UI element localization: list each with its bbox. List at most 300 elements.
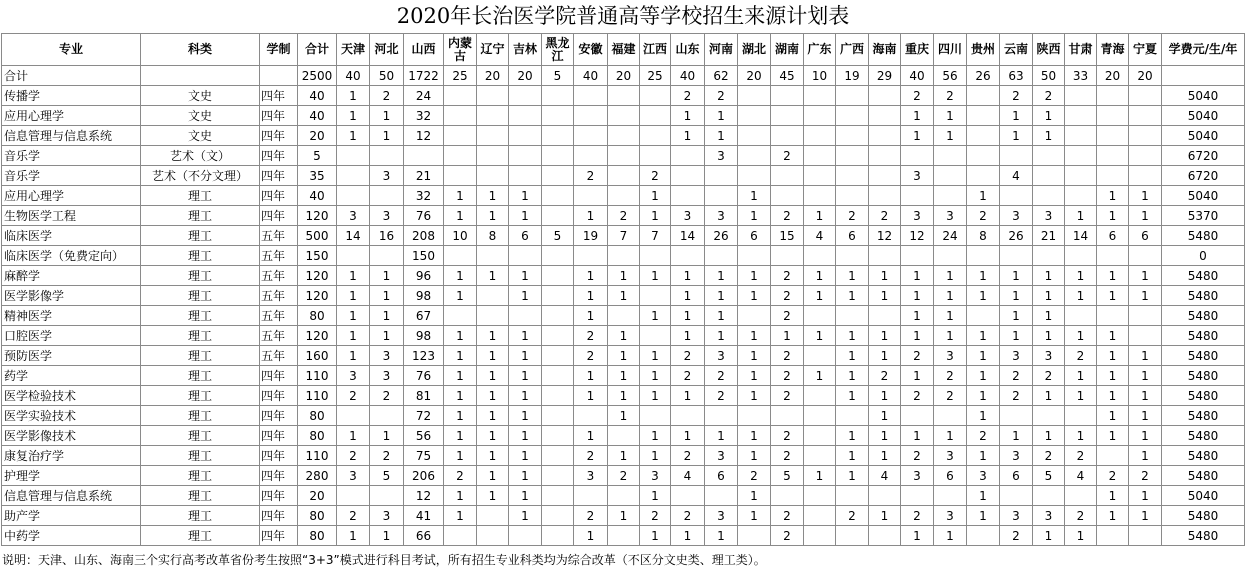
duration-cell: 四年 xyxy=(260,106,298,126)
province-quota-cell: 1 xyxy=(370,306,404,326)
province-quota-cell xyxy=(804,406,836,426)
province-quota-cell xyxy=(804,446,836,466)
province-quota-cell: 1 xyxy=(1097,406,1129,426)
province-quota-cell xyxy=(542,86,574,106)
tuition-cell: 6720 xyxy=(1162,166,1245,186)
province-quota-cell: 1 xyxy=(608,446,640,466)
major-cell: 医学影像学 xyxy=(2,286,141,306)
province-quota-cell: 2 xyxy=(337,506,370,526)
province-quota-cell xyxy=(337,246,370,266)
province-quota-cell xyxy=(477,526,509,546)
province-quota-cell xyxy=(869,126,901,146)
table-row xyxy=(2,286,1245,306)
province-quota-cell xyxy=(934,246,967,266)
total-cell: 120 xyxy=(298,286,337,306)
tuition-cell: 5040 xyxy=(1162,186,1245,206)
province-quota-cell: 1 xyxy=(509,346,542,366)
province-quota-cell xyxy=(705,186,738,206)
province-quota-cell: 1 xyxy=(1129,286,1162,306)
category-cell: 理工 xyxy=(141,306,260,326)
province-quota-cell: 2 xyxy=(771,506,804,526)
province-quota-cell: 1 xyxy=(640,386,671,406)
province-quota-cell xyxy=(934,406,967,426)
column-header: 宁夏 xyxy=(1129,34,1162,66)
province-quota-cell: 1 xyxy=(509,266,542,286)
province-quota-cell xyxy=(444,86,477,106)
total-cell: 80 xyxy=(298,406,337,426)
province-quota-cell: 3 xyxy=(705,346,738,366)
province-quota-cell: 1 xyxy=(671,386,705,406)
province-quota-cell: 2 xyxy=(1033,366,1065,386)
province-quota-cell xyxy=(967,306,1000,326)
province-quota-cell xyxy=(542,446,574,466)
province-quota-cell: 1 xyxy=(1129,186,1162,206)
province-quota-cell: 1 xyxy=(444,486,477,506)
province-quota-cell: 1 xyxy=(967,486,1000,506)
province-quota-cell xyxy=(509,246,542,266)
province-quota-cell xyxy=(804,166,836,186)
province-quota-cell: 1 xyxy=(934,126,967,146)
province-quota-cell: 1 xyxy=(1065,326,1097,346)
province-quota-cell xyxy=(608,106,640,126)
province-quota-cell xyxy=(869,146,901,166)
province-quota-cell: 1 xyxy=(804,266,836,286)
province-quota-cell xyxy=(574,406,608,426)
province-quota-cell xyxy=(608,246,640,266)
province-quota-cell xyxy=(804,126,836,146)
column-header: 科类 xyxy=(141,34,260,66)
column-header: 内蒙古 xyxy=(444,34,477,66)
province-quota-cell: 1 xyxy=(337,86,370,106)
category-cell: 艺术（不分文理） xyxy=(141,166,260,186)
total-cell: 80 xyxy=(298,506,337,526)
province-quota-cell: 3 xyxy=(1000,446,1033,466)
category-cell: 理工 xyxy=(141,426,260,446)
province-quota-cell: 1 xyxy=(370,106,404,126)
province-quota-cell: 14 xyxy=(1065,226,1097,246)
major-cell: 传播学 xyxy=(2,86,141,106)
table-row xyxy=(2,386,1245,406)
province-quota-cell: 2 xyxy=(771,146,804,166)
province-quota-cell: 1 xyxy=(444,426,477,446)
province-quota-cell xyxy=(967,126,1000,146)
province-quota-cell xyxy=(671,146,705,166)
province-quota-cell: 1 xyxy=(370,286,404,306)
province-quota-cell: 32 xyxy=(404,106,444,126)
total-cell: 150 xyxy=(298,246,337,266)
province-quota-cell: 1 xyxy=(444,206,477,226)
province-quota-cell: 1 xyxy=(509,186,542,206)
duration-cell: 四年 xyxy=(260,186,298,206)
province-quota-cell: 1 xyxy=(477,206,509,226)
category-cell: 理工 xyxy=(141,226,260,246)
province-quota-cell xyxy=(509,166,542,186)
province-quota-cell xyxy=(1097,146,1129,166)
province-quota-cell xyxy=(804,306,836,326)
total-row xyxy=(2,66,1245,86)
province-quota-cell: 2 xyxy=(574,326,608,346)
column-header: 广西 xyxy=(836,34,869,66)
province-quota-cell: 1 xyxy=(509,446,542,466)
province-quota-cell xyxy=(542,186,574,206)
duration-cell: 四年 xyxy=(260,386,298,406)
province-quota-cell xyxy=(738,406,771,426)
province-quota-cell: 1 xyxy=(901,106,934,126)
major-cell: 康复治疗学 xyxy=(2,446,141,466)
province-quota-cell: 1 xyxy=(869,446,901,466)
duration-cell: 四年 xyxy=(260,426,298,446)
province-quota-cell: 1 xyxy=(934,306,967,326)
province-quota-cell: 2 xyxy=(574,446,608,466)
province-quota-cell xyxy=(771,106,804,126)
province-quota-cell: 1 xyxy=(1129,446,1162,466)
province-quota-cell: 2 xyxy=(1065,346,1097,366)
province-quota-cell: 1 xyxy=(370,526,404,546)
province-quota-cell: 1 xyxy=(869,506,901,526)
province-quota-cell xyxy=(836,306,869,326)
province-quota-cell xyxy=(869,486,901,506)
duration-cell: 四年 xyxy=(260,526,298,546)
province-quota-cell: 1 xyxy=(671,306,705,326)
province-quota-cell: 96 xyxy=(404,266,444,286)
province-quota-cell: 1 xyxy=(337,126,370,146)
province-quota-cell xyxy=(542,126,574,146)
province-quota-cell xyxy=(1129,86,1162,106)
province-quota-cell xyxy=(705,486,738,506)
province-quota-cell: 1 xyxy=(608,386,640,406)
province-quota-cell xyxy=(1129,126,1162,146)
province-quota-cell: 1 xyxy=(671,326,705,346)
province-quota-cell xyxy=(640,126,671,146)
province-quota-cell xyxy=(370,246,404,266)
province-quota-cell: 1 xyxy=(1065,426,1097,446)
province-quota-cell: 3 xyxy=(934,446,967,466)
province-quota-cell: 1 xyxy=(804,326,836,346)
header-row xyxy=(2,34,1245,66)
province-quota-cell: 2 xyxy=(1065,446,1097,466)
province-quota-cell xyxy=(1065,86,1097,106)
total-cell: 40 xyxy=(298,186,337,206)
tuition-cell: 5480 xyxy=(1162,326,1245,346)
province-quota-cell: 2 xyxy=(1065,506,1097,526)
province-quota-cell: 2 xyxy=(869,366,901,386)
province-quota-cell xyxy=(337,166,370,186)
province-quota-cell: 1 xyxy=(869,266,901,286)
column-header: 陕西 xyxy=(1033,34,1065,66)
province-quota-cell: 1 xyxy=(738,366,771,386)
province-quota-cell: 1 xyxy=(1129,346,1162,366)
province-quota-cell: 1 xyxy=(934,326,967,346)
province-quota-cell: 1 xyxy=(869,286,901,306)
province-quota-cell: 3 xyxy=(901,466,934,486)
province-quota-cell: 1 xyxy=(608,346,640,366)
province-quota-cell: 3 xyxy=(901,166,934,186)
table-row xyxy=(2,486,1245,506)
province-quota-cell: 1 xyxy=(836,386,869,406)
tuition-cell: 5480 xyxy=(1162,506,1245,526)
province-quota-cell: 1 xyxy=(1065,286,1097,306)
province-quota-cell: 2 xyxy=(671,446,705,466)
province-quota-cell: 1722 xyxy=(404,66,444,86)
province-quota-cell: 33 xyxy=(1065,66,1097,86)
province-quota-cell: 1 xyxy=(901,326,934,346)
column-header: 甘肃 xyxy=(1065,34,1097,66)
province-quota-cell xyxy=(1065,166,1097,186)
province-quota-cell xyxy=(1033,406,1065,426)
province-quota-cell xyxy=(370,146,404,166)
province-quota-cell: 1 xyxy=(705,306,738,326)
province-quota-cell: 1 xyxy=(869,386,901,406)
category-cell: 理工 xyxy=(141,286,260,306)
category-cell: 文史 xyxy=(141,106,260,126)
province-quota-cell: 1 xyxy=(967,346,1000,366)
duration-cell: 四年 xyxy=(260,206,298,226)
column-header: 湖北 xyxy=(738,34,771,66)
province-quota-cell: 3 xyxy=(967,466,1000,486)
province-quota-cell xyxy=(1129,246,1162,266)
province-quota-cell: 1 xyxy=(1097,206,1129,226)
province-quota-cell: 1 xyxy=(738,426,771,446)
province-quota-cell: 3 xyxy=(1000,506,1033,526)
tuition-cell: 5480 xyxy=(1162,366,1245,386)
major-cell: 信息管理与信息系统 xyxy=(2,486,141,506)
major-cell: 临床医学（免费定向） xyxy=(2,246,141,266)
province-quota-cell: 1 xyxy=(671,126,705,146)
province-quota-cell: 1 xyxy=(477,326,509,346)
province-quota-cell: 1 xyxy=(1065,366,1097,386)
province-quota-cell: 1 xyxy=(1097,346,1129,366)
province-quota-cell xyxy=(477,86,509,106)
total-cell: 110 xyxy=(298,386,337,406)
province-quota-cell xyxy=(869,86,901,106)
table-row xyxy=(2,446,1245,466)
column-header: 黑龙江 xyxy=(542,34,574,66)
province-quota-cell: 1 xyxy=(1033,106,1065,126)
province-quota-cell: 2 xyxy=(934,386,967,406)
province-quota-cell: 1 xyxy=(1033,286,1065,306)
province-quota-cell xyxy=(1129,146,1162,166)
province-quota-cell: 2 xyxy=(705,386,738,406)
province-quota-cell: 3 xyxy=(337,466,370,486)
province-quota-cell xyxy=(804,246,836,266)
tuition-cell: 0 xyxy=(1162,246,1245,266)
category-cell: 理工 xyxy=(141,406,260,426)
province-quota-cell: 2 xyxy=(574,506,608,526)
tuition-cell: 5480 xyxy=(1162,426,1245,446)
tuition-cell: 5480 xyxy=(1162,406,1245,426)
province-quota-cell: 1 xyxy=(509,406,542,426)
province-quota-cell: 1 xyxy=(477,366,509,386)
table-row xyxy=(2,266,1245,286)
province-quota-cell xyxy=(671,166,705,186)
province-quota-cell: 1 xyxy=(738,346,771,366)
province-quota-cell xyxy=(1000,146,1033,166)
province-quota-cell xyxy=(640,246,671,266)
province-quota-cell xyxy=(869,306,901,326)
major-cell: 生物医学工程 xyxy=(2,206,141,226)
province-quota-cell xyxy=(804,506,836,526)
major-cell: 医学实验技术 xyxy=(2,406,141,426)
province-quota-cell: 2 xyxy=(771,206,804,226)
province-quota-cell: 2 xyxy=(370,86,404,106)
province-quota-cell: 3 xyxy=(934,206,967,226)
province-quota-cell: 98 xyxy=(404,286,444,306)
province-quota-cell xyxy=(1129,526,1162,546)
province-quota-cell: 1 xyxy=(509,366,542,386)
province-quota-cell xyxy=(771,406,804,426)
province-quota-cell xyxy=(477,106,509,126)
column-header: 天津 xyxy=(337,34,370,66)
province-quota-cell: 21 xyxy=(1033,226,1065,246)
province-quota-cell xyxy=(444,106,477,126)
province-quota-cell: 3 xyxy=(337,366,370,386)
province-quota-cell: 1 xyxy=(477,346,509,366)
category-cell: 理工 xyxy=(141,466,260,486)
province-quota-cell: 1 xyxy=(705,426,738,446)
province-quota-cell xyxy=(705,246,738,266)
major-cell: 精神医学 xyxy=(2,306,141,326)
province-quota-cell: 2 xyxy=(370,446,404,466)
province-quota-cell: 1 xyxy=(836,346,869,366)
province-quota-cell: 56 xyxy=(934,66,967,86)
major-cell: 应用心理学 xyxy=(2,186,141,206)
province-quota-cell xyxy=(836,146,869,166)
province-quota-cell: 206 xyxy=(404,466,444,486)
province-quota-cell xyxy=(1065,186,1097,206)
province-quota-cell xyxy=(869,246,901,266)
province-quota-cell xyxy=(1033,146,1065,166)
province-quota-cell: 3 xyxy=(705,206,738,226)
province-quota-cell: 1 xyxy=(444,406,477,426)
province-quota-cell: 56 xyxy=(404,426,444,446)
province-quota-cell: 5 xyxy=(771,466,804,486)
province-quota-cell: 2 xyxy=(1000,526,1033,546)
province-quota-cell: 1 xyxy=(509,326,542,346)
province-quota-cell xyxy=(671,186,705,206)
province-quota-cell: 1 xyxy=(574,386,608,406)
province-quota-cell: 1 xyxy=(705,326,738,346)
table-row xyxy=(2,246,1245,266)
province-quota-cell: 1 xyxy=(1000,126,1033,146)
province-quota-cell: 2 xyxy=(771,346,804,366)
tuition-cell: 5480 xyxy=(1162,386,1245,406)
province-quota-cell: 1 xyxy=(509,386,542,406)
province-quota-cell: 2 xyxy=(337,386,370,406)
province-quota-cell: 2 xyxy=(967,426,1000,446)
province-quota-cell: 1 xyxy=(705,126,738,146)
province-quota-cell: 2 xyxy=(640,166,671,186)
column-header: 学制 xyxy=(260,34,298,66)
province-quota-cell: 2 xyxy=(967,206,1000,226)
province-quota-cell: 12 xyxy=(404,126,444,146)
table-row xyxy=(2,466,1245,486)
province-quota-cell xyxy=(542,486,574,506)
province-quota-cell xyxy=(542,166,574,186)
province-quota-cell: 2 xyxy=(771,366,804,386)
province-quota-cell: 1 xyxy=(869,406,901,426)
province-quota-cell: 63 xyxy=(1000,66,1033,86)
category-cell: 理工 xyxy=(141,206,260,226)
province-quota-cell xyxy=(542,146,574,166)
major-cell: 助产学 xyxy=(2,506,141,526)
province-quota-cell: 3 xyxy=(1000,346,1033,366)
province-quota-cell: 1 xyxy=(901,366,934,386)
province-quota-cell: 2 xyxy=(901,346,934,366)
province-quota-cell xyxy=(608,126,640,146)
province-quota-cell: 2 xyxy=(574,346,608,366)
province-quota-cell xyxy=(1129,166,1162,186)
column-header: 学费元/生/年 xyxy=(1162,34,1245,66)
province-quota-cell xyxy=(509,146,542,166)
province-quota-cell: 1 xyxy=(836,366,869,386)
province-quota-cell: 3 xyxy=(370,366,404,386)
province-quota-cell: 1 xyxy=(337,266,370,286)
province-quota-cell: 1 xyxy=(671,426,705,446)
province-quota-cell: 1 xyxy=(1065,266,1097,286)
category-cell: 理工 xyxy=(141,346,260,366)
province-quota-cell: 1 xyxy=(477,406,509,426)
total-cell: 110 xyxy=(298,366,337,386)
province-quota-cell: 16 xyxy=(370,226,404,246)
province-quota-cell: 2 xyxy=(901,506,934,526)
province-quota-cell: 5 xyxy=(370,466,404,486)
province-quota-cell xyxy=(444,166,477,186)
duration-cell: 四年 xyxy=(260,126,298,146)
province-quota-cell xyxy=(836,186,869,206)
province-quota-cell: 4 xyxy=(1065,466,1097,486)
province-quota-cell: 1 xyxy=(934,106,967,126)
column-header: 湖南 xyxy=(771,34,804,66)
province-quota-cell: 1 xyxy=(1097,286,1129,306)
province-quota-cell: 1 xyxy=(574,266,608,286)
province-quota-cell: 1 xyxy=(1033,386,1065,406)
table-row xyxy=(2,306,1245,326)
province-quota-cell: 1 xyxy=(444,266,477,286)
province-quota-cell: 1 xyxy=(608,286,640,306)
province-quota-cell: 2 xyxy=(771,526,804,546)
tuition-cell: 5480 xyxy=(1162,466,1245,486)
total-cell: 20 xyxy=(298,126,337,146)
province-quota-cell xyxy=(1129,326,1162,346)
province-quota-cell: 1 xyxy=(640,526,671,546)
province-quota-cell: 2 xyxy=(337,446,370,466)
province-quota-cell xyxy=(640,286,671,306)
tuition-cell: 5480 xyxy=(1162,446,1245,466)
province-quota-cell xyxy=(608,146,640,166)
province-quota-cell xyxy=(804,186,836,206)
province-quota-cell: 1 xyxy=(370,426,404,446)
province-quota-cell: 2 xyxy=(738,466,771,486)
total-cell: 80 xyxy=(298,426,337,446)
province-quota-cell: 12 xyxy=(901,226,934,246)
column-header: 江西 xyxy=(640,34,671,66)
column-header: 福建 xyxy=(608,34,640,66)
province-quota-cell: 1 xyxy=(370,326,404,346)
total-cell: 80 xyxy=(298,526,337,546)
province-quota-cell xyxy=(574,186,608,206)
province-quota-cell: 1 xyxy=(738,266,771,286)
major-cell: 口腔医学 xyxy=(2,326,141,346)
total-cell: 20 xyxy=(298,486,337,506)
province-quota-cell: 6 xyxy=(705,466,738,486)
province-quota-cell: 1 xyxy=(836,446,869,466)
province-quota-cell xyxy=(1065,306,1097,326)
province-quota-cell xyxy=(444,246,477,266)
province-quota-cell xyxy=(542,526,574,546)
category-cell: 理工 xyxy=(141,446,260,466)
province-quota-cell: 50 xyxy=(1033,66,1065,86)
province-quota-cell: 1 xyxy=(574,286,608,306)
